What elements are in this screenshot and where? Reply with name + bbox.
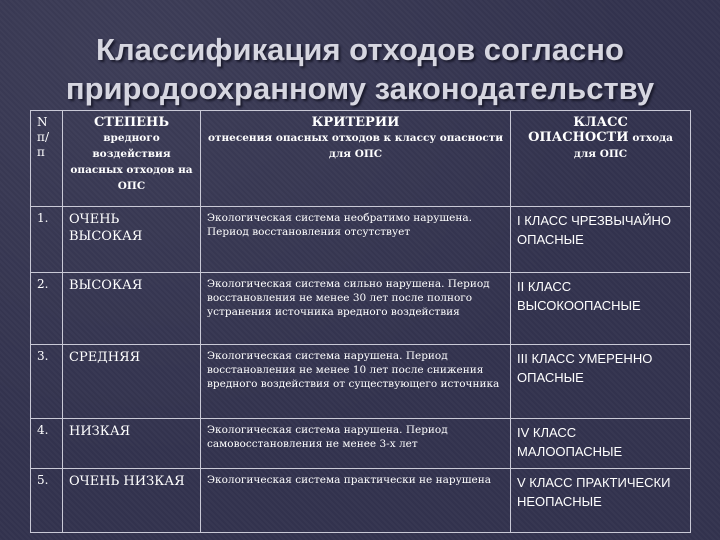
header-criteria-main: КРИТЕРИИ bbox=[311, 115, 400, 130]
row-degree: ОЧЕНЬ НИЗКАЯ bbox=[63, 469, 201, 533]
row-degree: ВЫСОКАЯ bbox=[63, 273, 201, 345]
row-degree: ОЧЕНЬ ВЫСОКАЯ bbox=[63, 207, 201, 273]
header-degree bbox=[63, 111, 201, 207]
header-class-main-1: КЛАСС bbox=[573, 115, 628, 130]
row-num: 1. bbox=[31, 207, 63, 273]
table-row bbox=[31, 345, 691, 419]
header-criteria bbox=[201, 111, 511, 207]
slide-title: Классификация отходов согласно природоохранному законодательству bbox=[65, 32, 655, 106]
row-class: II КЛАСС ВЫСОКООПАСНЫЕ bbox=[511, 273, 691, 345]
row-num: 5. bbox=[31, 469, 63, 533]
row-num: 3. bbox=[31, 345, 63, 419]
row-criteria: Экологическая система сильно нарушена. Период восстановления не менее 30 лет после полного устранения источника вредного воздействия bbox=[201, 273, 511, 345]
row-criteria: Экологическая система нарушена. Период восстановления не менее 10 лет после снижения вредного воздействия от существующего источника bbox=[201, 345, 511, 419]
header-num: N п/п bbox=[31, 111, 63, 207]
table-row bbox=[31, 469, 691, 533]
row-class: III КЛАСС УМЕРЕННО ОПАСНЫЕ bbox=[511, 345, 691, 419]
header-degree-sub: вредного воздействия опасных отходов на ОПС bbox=[70, 132, 193, 192]
row-num: 2. bbox=[31, 273, 63, 345]
table-row bbox=[31, 207, 691, 273]
header-class-sub-1: отхода bbox=[632, 132, 673, 144]
header-class-sub-2: для ОПС bbox=[573, 148, 628, 160]
header-class-main-2: ОПАСНОСТИ bbox=[528, 130, 629, 145]
row-criteria: Экологическая система практически не нарушена bbox=[201, 469, 511, 533]
table-row bbox=[31, 419, 691, 469]
table-row bbox=[31, 273, 691, 345]
row-criteria: Экологическая система необратимо нарушена. Период восстановления отсутствует bbox=[201, 207, 511, 273]
row-criteria: Экологическая система нарушена. Период самовосстановления не менее 3-х лет bbox=[201, 419, 511, 469]
header-row bbox=[31, 111, 691, 207]
row-degree: СРЕДНЯЯ bbox=[63, 345, 201, 419]
row-num: 4. bbox=[31, 419, 63, 469]
row-class: V КЛАСС ПРАКТИЧЕСКИ НЕОПАСНЫЕ bbox=[511, 469, 691, 533]
classification-table bbox=[30, 110, 691, 533]
header-criteria-sub: отнесения опасных отходов к классу опасности для ОПС bbox=[207, 132, 504, 160]
row-class: IV КЛАСС МАЛООПАСНЫЕ bbox=[511, 419, 691, 469]
row-degree: НИЗКАЯ bbox=[63, 419, 201, 469]
header-class bbox=[511, 111, 691, 207]
row-class: I КЛАСС ЧРЕЗВЫЧАЙНО ОПАСНЫЕ bbox=[511, 207, 691, 273]
header-degree-main: СТЕПЕНЬ bbox=[93, 115, 170, 130]
